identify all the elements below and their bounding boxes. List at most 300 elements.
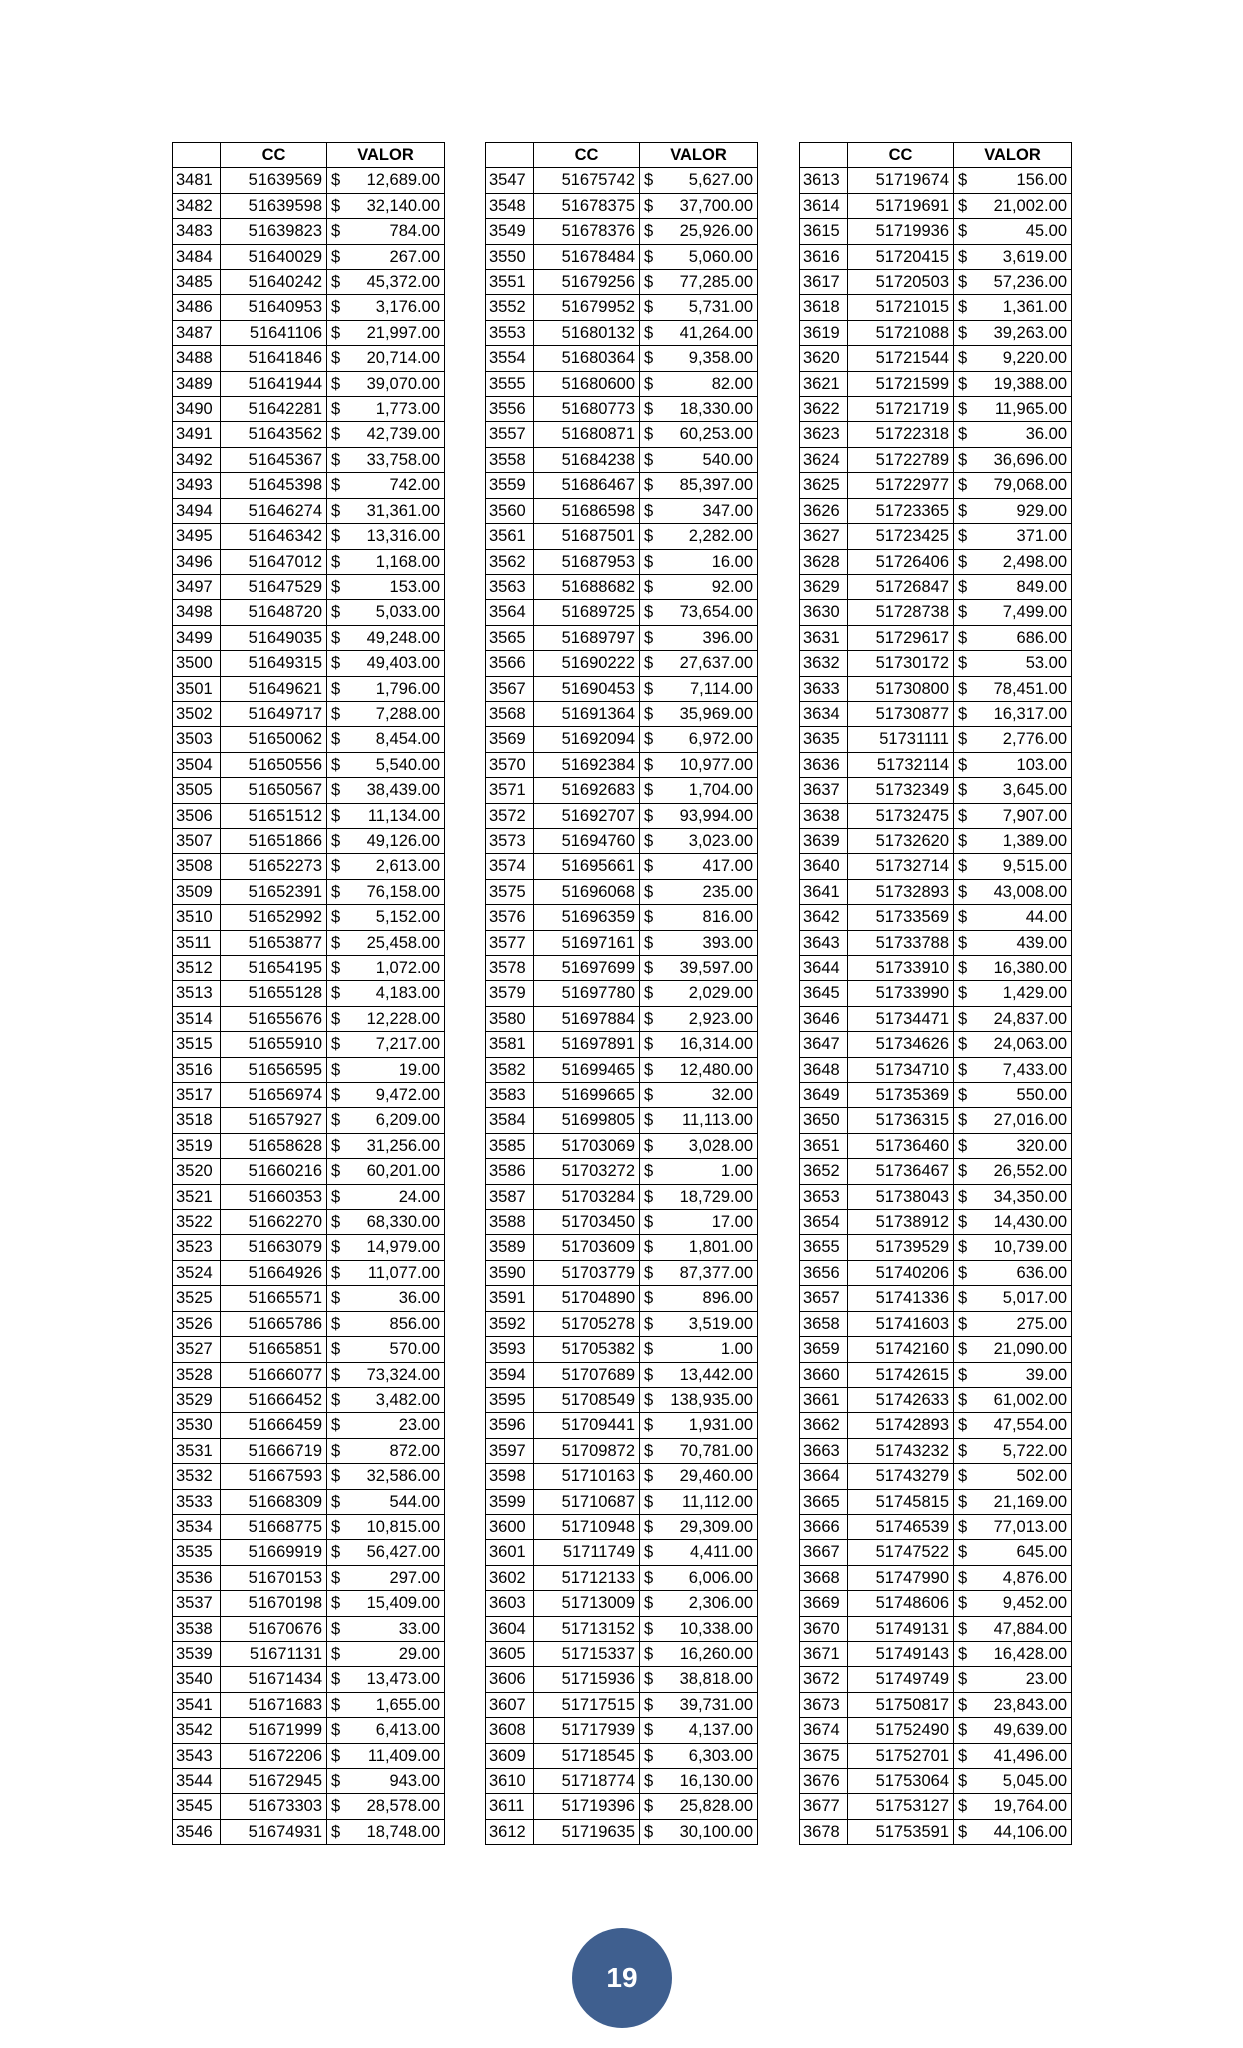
table-row [800, 244, 1072, 269]
currency-symbol: $ [644, 476, 654, 495]
amount-value: 1,655.00 [375, 1695, 440, 1714]
table-row [800, 1337, 1072, 1362]
currency-symbol: $ [331, 171, 341, 190]
amount-value: 57,236.00 [993, 273, 1067, 292]
amount-value: 70,781.00 [679, 1441, 753, 1460]
currency-symbol: $ [644, 298, 654, 317]
row-number: 3584 [486, 1108, 534, 1133]
currency-symbol: $ [644, 1314, 654, 1333]
cc-cell: 51660216 [221, 1159, 327, 1184]
cc-cell: 51719635 [534, 1819, 640, 1844]
row-number: 3565 [486, 625, 534, 650]
currency-symbol: $ [644, 1670, 654, 1689]
currency-symbol: $ [958, 1009, 968, 1028]
cc-cell: 51656595 [221, 1057, 327, 1082]
num-header [800, 143, 848, 168]
table-row [486, 1514, 758, 1539]
cc-cell: 51736315 [848, 1108, 954, 1133]
currency-symbol: $ [958, 984, 968, 1003]
valor-cell [954, 956, 1072, 981]
currency-symbol: $ [958, 882, 968, 901]
table-row [173, 625, 445, 650]
valor-cell [327, 1591, 445, 1616]
valor-header: VALOR [327, 143, 445, 168]
currency-symbol: $ [331, 552, 341, 571]
row-number: 3662 [800, 1413, 848, 1438]
cc-cell: 51719691 [848, 193, 954, 218]
currency-symbol: $ [958, 476, 968, 495]
valor-cell [327, 625, 445, 650]
valor-cell [954, 981, 1072, 1006]
currency-symbol: $ [958, 1340, 968, 1359]
row-number: 3593 [486, 1337, 534, 1362]
row-number: 3635 [800, 727, 848, 752]
amount-value: 33.00 [398, 1619, 440, 1638]
table-row [800, 1362, 1072, 1387]
row-number: 3483 [173, 219, 221, 244]
row-number: 3602 [486, 1565, 534, 1590]
amount-value: 5,627.00 [688, 171, 753, 190]
row-number: 3550 [486, 244, 534, 269]
valor-cell [640, 1540, 758, 1565]
table-row [800, 879, 1072, 904]
currency-symbol: $ [958, 1492, 968, 1511]
table-row [800, 1133, 1072, 1158]
amount-value: 49,126.00 [366, 831, 440, 850]
valor-cell [327, 1083, 445, 1108]
table-row [486, 1794, 758, 1819]
row-number: 3555 [486, 371, 534, 396]
cc-cell: 51689725 [534, 600, 640, 625]
cc-cell: 51658628 [221, 1133, 327, 1158]
valor-cell [954, 1819, 1072, 1844]
amount-value: 11,112.00 [682, 1492, 753, 1511]
row-number: 3607 [486, 1692, 534, 1717]
valor-cell [954, 1311, 1072, 1336]
amount-value: 2,306.00 [688, 1594, 753, 1613]
cc-cell: 51728738 [848, 600, 954, 625]
row-number: 3534 [173, 1514, 221, 1539]
amount-value: 2,613.00 [375, 857, 440, 876]
cc-cell: 51686598 [534, 498, 640, 523]
amount-value: 32,586.00 [366, 1467, 440, 1486]
cc-cell: 51639569 [221, 168, 327, 193]
valor-cell [327, 803, 445, 828]
valor-cell [640, 1641, 758, 1666]
cc-cell: 51654195 [221, 956, 327, 981]
row-number: 3567 [486, 676, 534, 701]
table-row [800, 1108, 1072, 1133]
valor-cell [954, 1286, 1072, 1311]
cc-cell: 51713152 [534, 1616, 640, 1641]
currency-symbol: $ [331, 527, 341, 546]
table-row [486, 1819, 758, 1844]
table-row [173, 1667, 445, 1692]
amount-value: 10,977.00 [679, 755, 753, 774]
table-row [173, 651, 445, 676]
row-number: 3575 [486, 879, 534, 904]
amount-value: 77,013.00 [993, 1517, 1067, 1536]
valor-cell [640, 752, 758, 777]
amount-value: 7,217.00 [375, 1035, 440, 1054]
currency-symbol: $ [958, 1746, 968, 1765]
valor-cell [640, 1260, 758, 1285]
row-number: 3481 [173, 168, 221, 193]
row-number: 3547 [486, 168, 534, 193]
row-number: 3626 [800, 498, 848, 523]
records-table-3 [799, 142, 1072, 1845]
cc-cell: 51704890 [534, 1286, 640, 1311]
currency-symbol: $ [644, 730, 654, 749]
valor-cell [327, 219, 445, 244]
currency-symbol: $ [644, 933, 654, 952]
valor-cell [640, 1769, 758, 1794]
valor-cell [954, 803, 1072, 828]
cc-cell: 51749749 [848, 1667, 954, 1692]
amount-value: 2,776.00 [1002, 730, 1067, 749]
cc-cell: 51687953 [534, 549, 640, 574]
amount-value: 12,480.00 [679, 1060, 753, 1079]
amount-value: 371.00 [1016, 527, 1067, 546]
cc-cell: 51709872 [534, 1438, 640, 1463]
cc-cell: 51715337 [534, 1641, 640, 1666]
row-number: 3541 [173, 1692, 221, 1717]
table-row [173, 1286, 445, 1311]
valor-cell [327, 1133, 445, 1158]
valor-cell [954, 1692, 1072, 1717]
row-number: 3628 [800, 549, 848, 574]
cc-cell: 51719674 [848, 168, 954, 193]
valor-cell [327, 193, 445, 218]
currency-symbol: $ [644, 527, 654, 546]
cc-cell: 51651866 [221, 828, 327, 853]
valor-cell [640, 346, 758, 371]
currency-symbol: $ [958, 400, 968, 419]
row-number: 3649 [800, 1083, 848, 1108]
amount-value: 103.00 [1016, 755, 1067, 774]
row-number: 3661 [800, 1387, 848, 1412]
row-number: 3655 [800, 1235, 848, 1260]
currency-symbol: $ [958, 577, 968, 596]
valor-cell [640, 371, 758, 396]
amount-value: 21,090.00 [993, 1340, 1067, 1359]
valor-cell [327, 1718, 445, 1743]
table-row [486, 549, 758, 574]
valor-cell [954, 397, 1072, 422]
cc-cell: 51699665 [534, 1083, 640, 1108]
valor-cell [640, 447, 758, 472]
row-number: 3652 [800, 1159, 848, 1184]
row-number: 3536 [173, 1565, 221, 1590]
valor-cell [640, 956, 758, 981]
cc-cell: 51675742 [534, 168, 640, 193]
valor-cell [327, 1489, 445, 1514]
row-number: 3605 [486, 1641, 534, 1666]
cc-cell: 51747522 [848, 1540, 954, 1565]
currency-symbol: $ [331, 1543, 341, 1562]
currency-symbol: $ [644, 1340, 654, 1359]
valor-cell [954, 524, 1072, 549]
valor-cell [327, 1464, 445, 1489]
currency-symbol: $ [331, 577, 341, 596]
currency-symbol: $ [331, 1365, 341, 1384]
currency-symbol: $ [958, 501, 968, 520]
cc-cell: 51680871 [534, 422, 640, 447]
amount-value: 10,739.00 [993, 1238, 1067, 1257]
valor-cell [327, 346, 445, 371]
currency-symbol: $ [644, 1441, 654, 1460]
amount-value: 41,264.00 [679, 323, 753, 342]
currency-symbol: $ [644, 704, 654, 723]
cc-cell: 51707689 [534, 1362, 640, 1387]
currency-symbol: $ [958, 1187, 968, 1206]
currency-symbol: $ [958, 959, 968, 977]
valor-cell [954, 1718, 1072, 1743]
row-number: 3553 [486, 320, 534, 345]
valor-cell [327, 270, 445, 295]
currency-symbol: $ [331, 1111, 341, 1130]
cc-cell: 51726847 [848, 574, 954, 599]
amount-value: 18,330.00 [679, 400, 753, 419]
amount-value: 550.00 [1016, 1086, 1067, 1105]
amount-value: 9,220.00 [1002, 349, 1067, 368]
amount-value: 7,907.00 [1002, 806, 1067, 825]
table-row [800, 1464, 1072, 1489]
table-row [486, 1540, 758, 1565]
amount-value: 29,460.00 [679, 1467, 753, 1486]
table-row [486, 625, 758, 650]
currency-symbol: $ [331, 1086, 341, 1105]
valor-cell [640, 549, 758, 574]
amount-value: 16,428.00 [993, 1644, 1067, 1663]
amount-value: 13,316.00 [366, 527, 440, 546]
table-row [486, 1464, 758, 1489]
cc-cell: 51678376 [534, 219, 640, 244]
cc-cell: 51730877 [848, 701, 954, 726]
row-number: 3672 [800, 1667, 848, 1692]
valor-cell [640, 600, 758, 625]
valor-cell [327, 752, 445, 777]
cc-cell: 51735369 [848, 1083, 954, 1108]
row-number: 3502 [173, 701, 221, 726]
table-row [173, 1032, 445, 1057]
amount-value: 39.00 [1025, 1365, 1067, 1384]
amount-value: 45.00 [1025, 222, 1067, 241]
valor-cell [327, 574, 445, 599]
amount-value: 56,427.00 [366, 1543, 440, 1562]
valor-cell [327, 1032, 445, 1057]
row-number: 3551 [486, 270, 534, 295]
valor-cell [954, 473, 1072, 498]
amount-value: 1,773.00 [375, 400, 440, 419]
valor-cell [327, 1235, 445, 1260]
cc-cell: 51747990 [848, 1565, 954, 1590]
amount-value: 37,700.00 [679, 196, 753, 215]
table-row [800, 447, 1072, 472]
amount-value: 6,413.00 [375, 1721, 440, 1740]
amount-value: 20,714.00 [366, 349, 440, 368]
amount-value: 13,442.00 [679, 1365, 753, 1384]
amount-value: 6,303.00 [688, 1746, 753, 1765]
cc-header: CC [534, 143, 640, 168]
valor-cell [954, 1514, 1072, 1539]
currency-symbol: $ [644, 1162, 654, 1181]
valor-cell [327, 981, 445, 1006]
cc-cell: 51749143 [848, 1641, 954, 1666]
currency-symbol: $ [958, 273, 968, 292]
currency-symbol: $ [331, 882, 341, 901]
records-table-2 [485, 142, 758, 1845]
amount-value: 34,350.00 [993, 1187, 1067, 1206]
cc-cell: 51665851 [221, 1337, 327, 1362]
currency-symbol: $ [958, 1797, 968, 1816]
valor-cell [640, 1514, 758, 1539]
amount-value: 11,113.00 [682, 1111, 753, 1130]
amount-value: 49,403.00 [366, 654, 440, 673]
currency-symbol: $ [644, 171, 654, 190]
table-row [173, 1819, 445, 1844]
row-number: 3645 [800, 981, 848, 1006]
amount-value: 23.00 [398, 1416, 440, 1435]
valor-cell [954, 778, 1072, 803]
valor-cell [640, 778, 758, 803]
valor-cell [954, 1464, 1072, 1489]
currency-symbol: $ [331, 476, 341, 495]
table-row [486, 1718, 758, 1743]
valor-cell [327, 676, 445, 701]
amount-value: 19,764.00 [993, 1797, 1067, 1816]
table-row [800, 422, 1072, 447]
row-number: 3624 [800, 447, 848, 472]
row-number: 3542 [173, 1718, 221, 1743]
table-row [173, 473, 445, 498]
valor-cell [640, 1337, 758, 1362]
amount-value: 42,739.00 [366, 425, 440, 444]
valor-cell [640, 270, 758, 295]
amount-value: 943.00 [389, 1772, 440, 1790]
table-row [173, 549, 445, 574]
cc-cell: 51703284 [534, 1184, 640, 1209]
amount-value: 7,433.00 [1002, 1060, 1067, 1079]
table-row [486, 854, 758, 879]
currency-symbol: $ [644, 196, 654, 215]
valor-cell [954, 1337, 1072, 1362]
row-number: 3614 [800, 193, 848, 218]
valor-cell [327, 1210, 445, 1235]
table-row [800, 828, 1072, 853]
amount-value: 645.00 [1016, 1543, 1067, 1562]
amount-value: 849.00 [1016, 577, 1067, 596]
row-number: 3522 [173, 1210, 221, 1235]
row-number: 3578 [486, 956, 534, 981]
valor-cell [954, 1413, 1072, 1438]
currency-symbol: $ [958, 1416, 968, 1435]
table-row [173, 422, 445, 447]
row-number: 3604 [486, 1616, 534, 1641]
valor-cell [640, 1413, 758, 1438]
table-row [800, 981, 1072, 1006]
amount-value: 60,253.00 [679, 425, 753, 444]
table-row [486, 295, 758, 320]
table-row [486, 397, 758, 422]
currency-symbol: $ [644, 247, 654, 266]
cc-cell: 51713009 [534, 1591, 640, 1616]
table-row [800, 1819, 1072, 1844]
currency-symbol: $ [958, 1594, 968, 1613]
currency-symbol: $ [958, 1568, 968, 1587]
amount-value: 13,473.00 [366, 1670, 440, 1689]
amount-value: 73,654.00 [679, 603, 753, 622]
amount-value: 16,260.00 [679, 1644, 753, 1663]
cc-cell: 51663079 [221, 1235, 327, 1260]
amount-value: 540.00 [702, 450, 753, 469]
row-number: 3526 [173, 1311, 221, 1336]
table-header-row [173, 143, 445, 168]
row-number: 3529 [173, 1387, 221, 1412]
amount-value: 35,969.00 [679, 704, 753, 723]
valor-cell [954, 1565, 1072, 1590]
table-row [486, 1032, 758, 1057]
row-number: 3595 [486, 1387, 534, 1412]
cc-cell: 51732893 [848, 879, 954, 904]
currency-symbol: $ [958, 374, 968, 393]
table-row [486, 1362, 758, 1387]
cc-cell: 51721719 [848, 397, 954, 422]
table-row [486, 320, 758, 345]
amount-value: 267.00 [389, 247, 440, 266]
amount-value: 9,452.00 [1002, 1594, 1067, 1613]
currency-symbol: $ [958, 171, 968, 190]
cc-cell: 51655910 [221, 1032, 327, 1057]
row-number: 3488 [173, 346, 221, 371]
amount-value: 2,498.00 [1002, 552, 1067, 571]
table-row [486, 1311, 758, 1336]
amount-value: 10,815.00 [366, 1517, 440, 1536]
currency-symbol: $ [958, 1670, 968, 1689]
currency-symbol: $ [958, 1772, 968, 1790]
row-number: 3520 [173, 1159, 221, 1184]
table-row [486, 1667, 758, 1692]
valor-cell [327, 956, 445, 981]
table-row [800, 778, 1072, 803]
row-number: 3640 [800, 854, 848, 879]
row-number: 3496 [173, 549, 221, 574]
currency-symbol: $ [331, 1492, 341, 1511]
row-number: 3482 [173, 193, 221, 218]
amount-value: 5,722.00 [1002, 1441, 1067, 1460]
row-number: 3616 [800, 244, 848, 269]
valor-cell [954, 752, 1072, 777]
currency-symbol: $ [644, 1822, 654, 1841]
amount-value: 21,002.00 [993, 196, 1067, 215]
valor-cell [327, 320, 445, 345]
amount-value: 25,828.00 [679, 1797, 753, 1816]
table-row [800, 1235, 1072, 1260]
cc-cell: 51692094 [534, 727, 640, 752]
row-number: 3646 [800, 1006, 848, 1031]
valor-cell [640, 727, 758, 752]
cc-cell: 51649035 [221, 625, 327, 650]
currency-symbol: $ [331, 1136, 341, 1155]
table-row [486, 1438, 758, 1463]
amount-value: 5,060.00 [688, 247, 753, 266]
table-row [486, 1286, 758, 1311]
currency-symbol: $ [331, 1517, 341, 1536]
valor-cell [640, 1667, 758, 1692]
valor-cell [640, 1794, 758, 1819]
currency-symbol: $ [331, 349, 341, 368]
table-row [173, 1591, 445, 1616]
